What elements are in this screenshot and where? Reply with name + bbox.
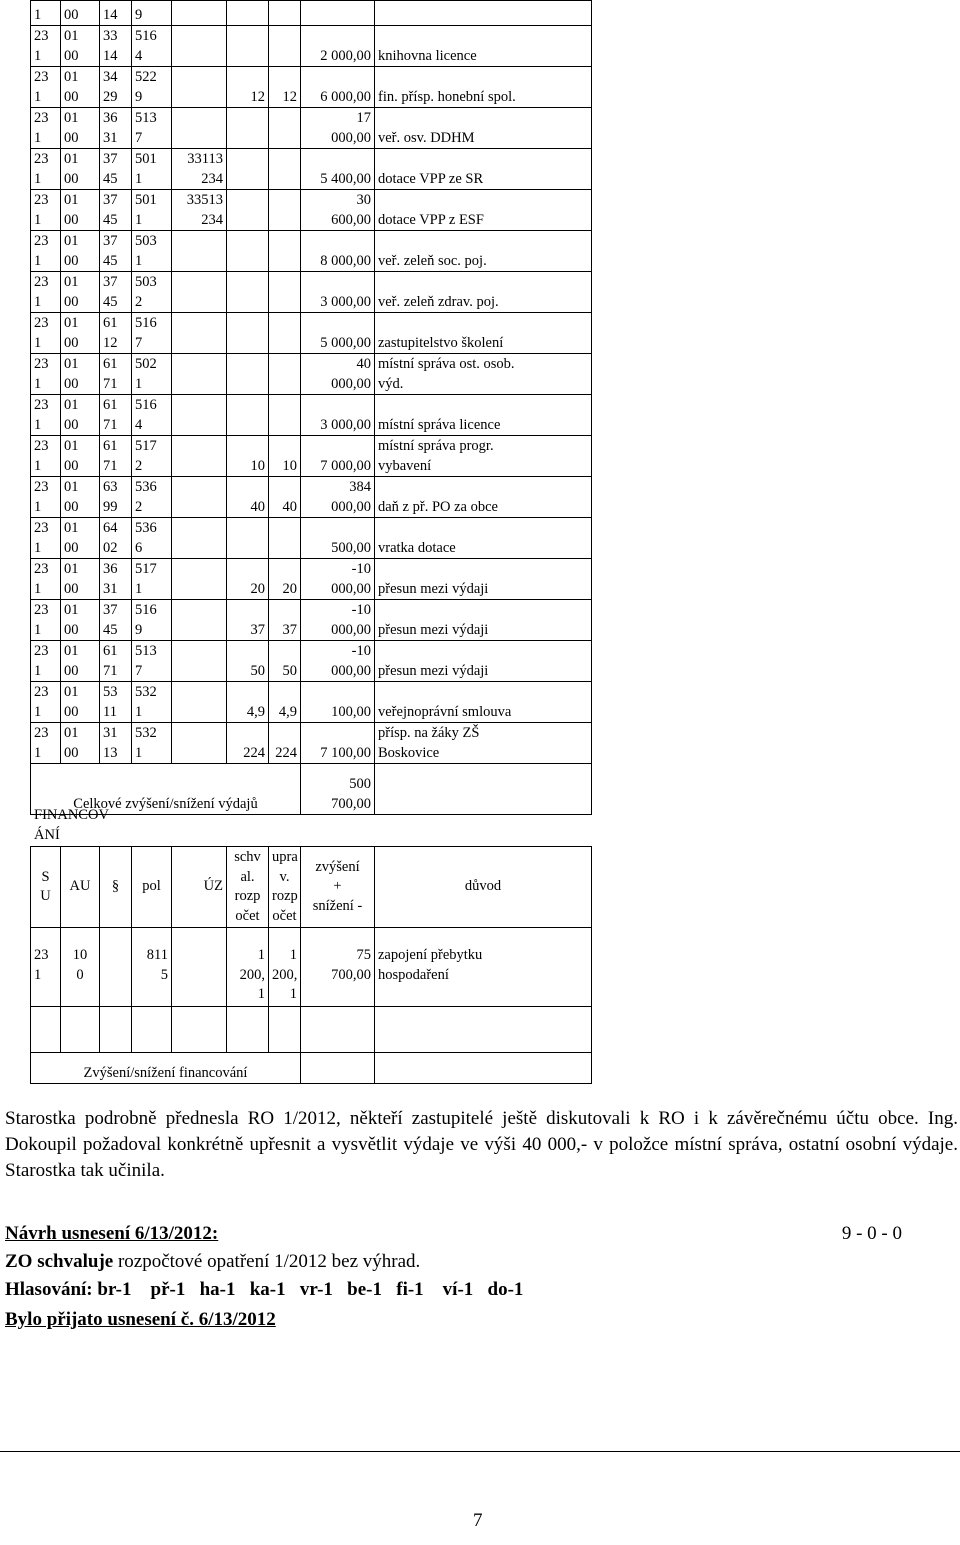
- hdr-uz: ÚZ: [172, 847, 227, 928]
- col-paragraph: 37 45: [100, 190, 132, 231]
- col-pol: 517 2: [132, 436, 172, 477]
- table-row: [31, 190, 592, 231]
- col-schv-rozpocet: [227, 518, 269, 559]
- col-au: 01 00: [61, 67, 100, 108]
- financing-row: [31, 928, 592, 1007]
- col-uz: [172, 67, 227, 108]
- col-su: 23 1: [31, 436, 61, 477]
- col-reason: vratka dotace: [375, 518, 592, 559]
- financing-total-row: [31, 1053, 592, 1084]
- table-row: [31, 313, 592, 354]
- col-pol: [132, 1007, 172, 1053]
- col-au: 01 00: [61, 190, 100, 231]
- col-au: 01 00: [61, 723, 100, 764]
- fin-su: 23 1: [31, 928, 61, 1007]
- discussion-paragraph: Starostka podrobně přednesla RO 1/2012, někteří zastupitelé ještě diskutovali k RO i k závěrečnému účtu obce. Ing. Dokoupil požadoval konkrétně upřesnit a vysvětlit výdaje ve výši 40 000,- v položce místní správa, ostatní osobní výdaje. Starostka tak učinila.: [5, 1108, 958, 1181]
- col-pol: 516 4: [132, 26, 172, 67]
- col-au: 01 00: [61, 149, 100, 190]
- col-au: 01 00: [61, 682, 100, 723]
- col-change-amount: -10 000,00: [301, 600, 375, 641]
- col-uz: [172, 272, 227, 313]
- page-number: 7: [473, 1510, 483, 1531]
- col-uprav-rozpocet: [269, 1, 301, 26]
- col-su: 23 1: [31, 26, 61, 67]
- financing-total-value: [301, 1053, 375, 1084]
- total-value: 500 700,00: [301, 764, 375, 815]
- hdr-uprav-rozpocet: upra v. rozp očet: [269, 847, 301, 928]
- col-uz: [172, 395, 227, 436]
- col-au: 01 00: [61, 354, 100, 395]
- hdr-paragraph: §: [100, 847, 132, 928]
- col-pol: 513 7: [132, 641, 172, 682]
- table-row: [31, 354, 592, 395]
- col-au: 01 00: [61, 395, 100, 436]
- table-row: [31, 641, 592, 682]
- col-uz: [172, 641, 227, 682]
- col-reason: [375, 1007, 592, 1053]
- col-uprav-rozpocet: 10: [269, 436, 301, 477]
- col-change-amount: 7 000,00: [301, 436, 375, 477]
- col-su: 23 1: [31, 559, 61, 600]
- col-su: [31, 1007, 61, 1053]
- col-schv-rozpocet: 224: [227, 723, 269, 764]
- col-change-amount: [301, 1007, 375, 1053]
- col-su: 23 1: [31, 477, 61, 518]
- col-paragraph: 61 71: [100, 641, 132, 682]
- col-schv-rozpocet: [227, 149, 269, 190]
- col-uz: [172, 1007, 227, 1053]
- col-change-amount: 8 000,00: [301, 231, 375, 272]
- fin-pol: 811 5: [132, 928, 172, 1007]
- col-uz: [172, 518, 227, 559]
- col-su: 23 1: [31, 641, 61, 682]
- fin-reason: zapojení přebytku hospodaření: [375, 928, 592, 1007]
- col-uz: [172, 600, 227, 641]
- col-change-amount: -10 000,00: [301, 641, 375, 682]
- col-paragraph: 37 45: [100, 149, 132, 190]
- fin-uz: [172, 928, 227, 1007]
- col-au: 01 00: [61, 600, 100, 641]
- col-uz: [172, 1, 227, 26]
- table-row: [31, 723, 592, 764]
- table-row: [31, 26, 592, 67]
- col-reason: fin. přísp. honební spol.: [375, 67, 592, 108]
- table-row: [31, 149, 592, 190]
- col-reason: veřejnoprávní smlouva: [375, 682, 592, 723]
- col-pol: 516 4: [132, 395, 172, 436]
- col-change-amount: 6 000,00: [301, 67, 375, 108]
- col-change-amount: 3 000,00: [301, 272, 375, 313]
- col-pol: 516 7: [132, 313, 172, 354]
- col-uprav-rozpocet: [269, 313, 301, 354]
- col-schv-rozpocet: [227, 354, 269, 395]
- table-row: [31, 67, 592, 108]
- col-paragraph: 14: [100, 1, 132, 26]
- col-uz: [172, 559, 227, 600]
- col-reason: knihovna licence: [375, 26, 592, 67]
- col-uprav-rozpocet: 37: [269, 600, 301, 641]
- col-pol: 501 1: [132, 149, 172, 190]
- col-uz: [172, 682, 227, 723]
- col-reason: přesun mezi výdaji: [375, 559, 592, 600]
- col-paragraph: 53 11: [100, 682, 132, 723]
- col-au: 01 00: [61, 559, 100, 600]
- col-uz: [172, 231, 227, 272]
- col-reason: místní správa licence: [375, 395, 592, 436]
- col-uprav-rozpocet: 224: [269, 723, 301, 764]
- col-paragraph: 37 45: [100, 272, 132, 313]
- col-uprav-rozpocet: [269, 149, 301, 190]
- hdr-schv-rozpocet: schv al. rozp očet: [227, 847, 269, 928]
- col-au: 01 00: [61, 477, 100, 518]
- col-paragraph: 61 71: [100, 395, 132, 436]
- financing-table: [30, 846, 592, 1084]
- col-reason: veř. osv. DDHM: [375, 108, 592, 149]
- col-uprav-rozpocet: [269, 354, 301, 395]
- fin-change: 75 700,00: [301, 928, 375, 1007]
- table-row: [31, 477, 592, 518]
- table-row: [31, 518, 592, 559]
- col-au: 01 00: [61, 272, 100, 313]
- col-schv-rozpocet: 50: [227, 641, 269, 682]
- table-row: [31, 108, 592, 149]
- col-su: 23 1: [31, 108, 61, 149]
- col-uprav-rozpocet: [269, 1007, 301, 1053]
- table-row: [31, 272, 592, 313]
- col-paragraph: 61 71: [100, 354, 132, 395]
- resolution-proposal: Návrh usnesení 6/13/2012:: [5, 1223, 219, 1244]
- col-uprav-rozpocet: [269, 190, 301, 231]
- col-schv-rozpocet: 37: [227, 600, 269, 641]
- col-uprav-rozpocet: 40: [269, 477, 301, 518]
- col-pol: 503 2: [132, 272, 172, 313]
- col-su: 23 1: [31, 682, 61, 723]
- col-change-amount: 5 400,00: [301, 149, 375, 190]
- fin-schv-rozpocet: 1 200, 1: [227, 928, 269, 1007]
- table-row: [31, 559, 592, 600]
- col-su: 23 1: [31, 395, 61, 436]
- col-au: [61, 1007, 100, 1053]
- col-change-amount: [301, 1, 375, 26]
- col-paragraph: 36 31: [100, 559, 132, 600]
- col-change-amount: 17 000,00: [301, 108, 375, 149]
- col-uz: 33113 234: [172, 149, 227, 190]
- col-uprav-rozpocet: 12: [269, 67, 301, 108]
- col-uz: [172, 108, 227, 149]
- col-su: 23 1: [31, 231, 61, 272]
- col-change-amount: 384 000,00: [301, 477, 375, 518]
- col-au: 01 00: [61, 313, 100, 354]
- col-pol: 517 1: [132, 559, 172, 600]
- col-au: 01 00: [61, 231, 100, 272]
- table-row: [31, 231, 592, 272]
- col-reason: dotace VPP z ESF: [375, 190, 592, 231]
- col-pol: 513 7: [132, 108, 172, 149]
- col-schv-rozpocet: 20: [227, 559, 269, 600]
- col-au: 01 00: [61, 108, 100, 149]
- col-schv-rozpocet: [227, 108, 269, 149]
- col-su: 23 1: [31, 600, 61, 641]
- table-row: [31, 395, 592, 436]
- col-au: 01 00: [61, 641, 100, 682]
- col-su: 23 1: [31, 518, 61, 559]
- col-reason: zastupitelstvo školení: [375, 313, 592, 354]
- col-uz: [172, 313, 227, 354]
- col-schv-rozpocet: 10: [227, 436, 269, 477]
- table-row: [31, 600, 592, 641]
- col-reason: [375, 1, 592, 26]
- col-au: 01 00: [61, 26, 100, 67]
- col-paragraph: 33 14: [100, 26, 132, 67]
- col-change-amount: 5 000,00: [301, 313, 375, 354]
- fin-paragraph: [100, 928, 132, 1007]
- hdr-change: zvýšení + snížení -: [301, 847, 375, 928]
- col-uz: [172, 26, 227, 67]
- col-pol: 536 6: [132, 518, 172, 559]
- col-schv-rozpocet: 4,9: [227, 682, 269, 723]
- col-au: 00: [61, 1, 100, 26]
- footer-divider: [0, 1451, 960, 1452]
- col-change-amount: 500,00: [301, 518, 375, 559]
- col-paragraph: [100, 1007, 132, 1053]
- col-uprav-rozpocet: [269, 231, 301, 272]
- col-su: 23 1: [31, 723, 61, 764]
- col-uprav-rozpocet: [269, 108, 301, 149]
- fin-au: 10 0: [61, 928, 100, 1007]
- col-paragraph: 37 45: [100, 600, 132, 641]
- col-su: 23 1: [31, 313, 61, 354]
- col-pol: 532 1: [132, 682, 172, 723]
- col-change-amount: 30 600,00: [301, 190, 375, 231]
- col-au: 01 00: [61, 518, 100, 559]
- col-paragraph: 37 45: [100, 231, 132, 272]
- col-uprav-rozpocet: 50: [269, 641, 301, 682]
- voting-record: Hlasování: br-1 př-1 ha-1 ka-1 vr-1 be-1 fi-1 ví-1 do-1: [5, 1279, 524, 1300]
- col-su: 23 1: [31, 67, 61, 108]
- col-pol: 501 1: [132, 190, 172, 231]
- financing-header-row: [31, 847, 592, 928]
- financing-caption: FINANCOV ÁNÍ: [34, 807, 109, 843]
- col-uz: [172, 723, 227, 764]
- col-reason: daň z př. PO za obce: [375, 477, 592, 518]
- col-reason: dotace VPP ze SR: [375, 149, 592, 190]
- col-pol: 9: [132, 1, 172, 26]
- col-schv-rozpocet: [227, 1007, 269, 1053]
- col-au: 01 00: [61, 436, 100, 477]
- col-schv-rozpocet: [227, 1, 269, 26]
- col-schv-rozpocet: 40: [227, 477, 269, 518]
- table-row: [31, 436, 592, 477]
- col-reason: místní správa ost. osob. výd.: [375, 354, 592, 395]
- col-su: 23 1: [31, 149, 61, 190]
- col-su: 23 1: [31, 190, 61, 231]
- col-paragraph: 61 71: [100, 436, 132, 477]
- financing-total-label: Zvýšení/snížení financování: [31, 1053, 301, 1084]
- col-change-amount: 2 000,00: [301, 26, 375, 67]
- col-uprav-rozpocet: [269, 395, 301, 436]
- hdr-pol: pol: [132, 847, 172, 928]
- col-change-amount: 7 100,00: [301, 723, 375, 764]
- col-paragraph: 64 02: [100, 518, 132, 559]
- fin-uprav-rozpocet: 1 200, 1: [269, 928, 301, 1007]
- col-schv-rozpocet: [227, 190, 269, 231]
- col-reason: místní správa progr. vybavení: [375, 436, 592, 477]
- col-paragraph: 61 12: [100, 313, 132, 354]
- col-su: 23 1: [31, 272, 61, 313]
- approval-statement: ZO schvaluje rozpočtové opatření 1/2012 bez výhrad.: [5, 1251, 421, 1272]
- col-schv-rozpocet: [227, 26, 269, 67]
- hdr-au: AU: [61, 847, 100, 928]
- financing-total-reason: [375, 1053, 592, 1084]
- col-schv-rozpocet: [227, 313, 269, 354]
- col-reason: veř. zeleň zdrav. poj.: [375, 272, 592, 313]
- col-uz: 33513 234: [172, 190, 227, 231]
- col-uz: [172, 477, 227, 518]
- col-reason: veř. zeleň soc. poj.: [375, 231, 592, 272]
- col-paragraph: 34 29: [100, 67, 132, 108]
- col-pol: 536 2: [132, 477, 172, 518]
- total-reason: [375, 764, 592, 815]
- col-reason: přísp. na žáky ZŠ Boskovice: [375, 723, 592, 764]
- col-uprav-rozpocet: [269, 272, 301, 313]
- col-change-amount: 40 000,00: [301, 354, 375, 395]
- col-pol: 516 9: [132, 600, 172, 641]
- vote-result: 9 - 0 - 0: [841, 1223, 902, 1244]
- col-pol: 503 1: [132, 231, 172, 272]
- col-uprav-rozpocet: [269, 26, 301, 67]
- hdr-su: S U: [31, 847, 61, 928]
- col-su: 1: [31, 1, 61, 26]
- col-uprav-rozpocet: [269, 518, 301, 559]
- col-schv-rozpocet: [227, 272, 269, 313]
- col-uprav-rozpocet: 20: [269, 559, 301, 600]
- hdr-reason: důvod: [375, 847, 592, 928]
- table-row: [31, 682, 592, 723]
- col-change-amount: 3 000,00: [301, 395, 375, 436]
- col-uz: [172, 354, 227, 395]
- col-reason: přesun mezi výdaji: [375, 641, 592, 682]
- col-su: 23 1: [31, 354, 61, 395]
- col-paragraph: 63 99: [100, 477, 132, 518]
- col-pol: 532 1: [132, 723, 172, 764]
- resolution-adopted: Bylo přijato usnesení č. 6/13/2012: [5, 1309, 276, 1330]
- col-uz: [172, 436, 227, 477]
- col-paragraph: 31 13: [100, 723, 132, 764]
- col-pol: 502 1: [132, 354, 172, 395]
- col-uprav-rozpocet: 4,9: [269, 682, 301, 723]
- col-schv-rozpocet: [227, 231, 269, 272]
- col-reason: přesun mezi výdaji: [375, 600, 592, 641]
- col-schv-rozpocet: 12: [227, 67, 269, 108]
- col-schv-rozpocet: [227, 395, 269, 436]
- col-change-amount: 100,00: [301, 682, 375, 723]
- expenditure-table: [30, 0, 592, 815]
- table-row: [31, 1, 592, 26]
- financing-empty-row: [31, 1007, 592, 1053]
- total-label: Celkové zvýšení/snížení výdajů: [31, 764, 301, 815]
- col-change-amount: -10 000,00: [301, 559, 375, 600]
- col-pol: 522 9: [132, 67, 172, 108]
- col-paragraph: 36 31: [100, 108, 132, 149]
